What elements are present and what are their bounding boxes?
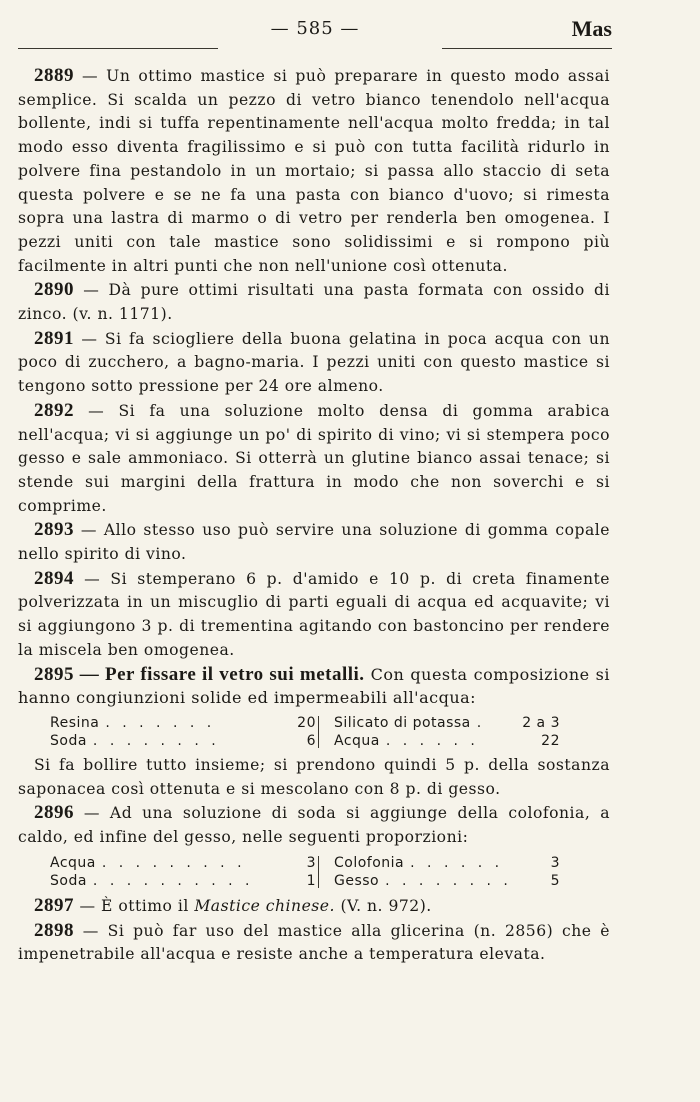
entry-text: — È ottimo il: [74, 896, 195, 915]
header-rule-left: [18, 48, 218, 49]
entry-2895-continuation: Si fa bollire tutto insieme; si prendono quindi 5 p. della sostanza saponacea così ottenuta e si mescolano con 8 p. di gesso.: [18, 755, 610, 798]
entry-heading: — Per fissare il vetro sui metalli.: [74, 663, 365, 685]
entry-2889: [18, 64, 610, 278]
leader-dots: . . . . . .: [385, 732, 479, 749]
ingredient-name: Colofonia: [334, 854, 405, 871]
entry-number: 2893: [34, 519, 74, 541]
recipe-table-2895: [50, 714, 610, 750]
ingredient-quantity: 20: [297, 714, 316, 731]
entry-2891: [18, 327, 610, 399]
recipe-column-right: [330, 714, 560, 750]
entry-italic-title: Mastice chinese.: [194, 896, 335, 915]
recipe-row: [50, 732, 316, 750]
ingredient-quantity: 22: [541, 732, 560, 749]
header-rule-right: [442, 48, 612, 49]
ingredient-quantity: 3: [306, 854, 316, 871]
entry-number: 2897: [34, 894, 74, 916]
leader-dots: .: [476, 714, 486, 731]
recipe-row: [50, 854, 316, 872]
entry-text: — Si fa una soluzione molto densa di gomma arabica nell'acqua; vi si aggiunge un po' di spirito di vino; vi si stempera poco gesso e sale ammoniaco. Si otterrà un glutine bianco assai tenace; si stende sui margini della frattura in modo che non soverchi e si comprime.: [18, 401, 610, 515]
running-head: Mas: [571, 16, 612, 41]
entry-text: — Si stemperano 6 p. d'amido e 10 p. di creta finamente polverizzata in un miscuglio di parti eguali di acqua ed acquavite; vi si aggiungono 3 p. di trementina agitando con bastoncino per rendere la miscela ben omogenea.: [18, 569, 610, 659]
leader-dots: . . . . . . .: [105, 714, 216, 731]
recipe-row: [330, 854, 560, 872]
recipe-row: [330, 732, 560, 750]
entry-text: (V. n. 972).: [335, 896, 432, 915]
entry-number: 2889: [34, 65, 74, 86]
ingredient-name: Gesso: [334, 872, 380, 889]
recipe-column-left: [50, 714, 316, 750]
leader-dots: . . . . . . . . .: [101, 854, 246, 871]
leader-dots: . . . . . . . . . .: [92, 872, 254, 889]
ingredient-quantity: 1: [306, 872, 316, 889]
entry-number: 2890: [34, 279, 74, 301]
ingredient-name: Soda: [50, 872, 87, 889]
page-header: [18, 14, 612, 44]
entry-2895: [18, 663, 610, 710]
entry-text: Con questa composizione si hanno congiunzioni solide ed impermeabili all'acqua:: [18, 664, 610, 708]
entry-2898: [18, 919, 610, 967]
entry-2896: [18, 801, 610, 849]
entry-text: — Allo stesso uso può servire una soluzione di gomma copale nello spirito di vino.: [18, 521, 610, 564]
leader-dots: . . . . . . . .: [385, 872, 512, 889]
leader-dots: . . . . . .: [410, 854, 504, 871]
ingredient-name: Resina: [50, 714, 100, 731]
entry-number: 2894: [34, 567, 74, 589]
ingredient-name: Silicato di potassa: [334, 714, 471, 731]
entry-2892: [18, 399, 610, 519]
recipe-row: [330, 872, 560, 890]
entry-text: — Dà pure ottimi risultati una pasta formata con ossido di zinco. (v. n. 1171).: [18, 281, 610, 324]
ingredient-name: Soda: [50, 732, 87, 749]
entry-2897: [18, 894, 610, 919]
entry-number: 2896: [34, 802, 74, 824]
recipe-row: [50, 714, 316, 732]
recipe-row: [50, 872, 316, 890]
ingredient-quantity: 5: [550, 872, 560, 889]
entry-text: — Un ottimo mastice si può preparare in questo modo assai semplice. Si scalda un pezzo di vetro bianco tenendolo nell'acqua bollente, indi si tuffa repentinamente nell'acqua molto fredda; in tal modo esso diventa fragilissimo e si può con tutta facilità ridurlo in polvere fina pestandolo in un mortaio; si passa allo staccio di seta questa polvere e se ne fa una pasta con bianco d'uovo; si rimesta sopra una lastra di marmo o di vetro per renderla ben omogenea. I pezzi uniti con tale mastice sono solidissimi e si rompono più facilmente in altri punti che non nell'unione così ottenuta.: [18, 67, 610, 275]
entry-text: — Si fa sciogliere della buona gelatina in poca acqua con un poco di zucchero, a bagno-maria. I pezzi uniti con questo mastice si tengono sotto pressione per 24 ore almeno.: [18, 329, 610, 396]
page-body: [18, 64, 610, 967]
ingredient-quantity: 3: [550, 854, 560, 871]
column-divider: [318, 856, 330, 888]
leader-dots: . . . . . . . .: [92, 732, 220, 749]
entry-2890: [18, 278, 610, 326]
entry-number: 2895: [34, 663, 74, 685]
recipe-row: [330, 714, 560, 732]
page-number: — 585 —: [270, 18, 360, 39]
recipe-column-right: [330, 854, 560, 890]
column-divider: [318, 716, 330, 748]
ingredient-quantity: 2 a 3: [522, 714, 560, 731]
ingredient-quantity: 6: [306, 732, 316, 749]
ingredient-name: Acqua: [334, 732, 380, 749]
entry-2894: [18, 567, 610, 663]
recipe-column-left: [50, 854, 316, 890]
entry-number: 2892: [34, 399, 74, 421]
entry-number: 2898: [34, 919, 74, 941]
entry-text: — Ad una soluzione di soda si aggiunge della colofonia, a caldo, ed infine del gesso, nelle seguenti proporzioni:: [18, 804, 610, 847]
entry-number: 2891: [34, 327, 74, 349]
recipe-table-2896: [50, 854, 610, 890]
entry-text: — Si può far uso del mastice alla glicerina (n. 2856) che è impenetrabile all'acqua e resiste anche a temperatura elevata.: [18, 921, 610, 964]
ingredient-name: Acqua: [50, 854, 96, 871]
entry-2893: [18, 518, 610, 566]
